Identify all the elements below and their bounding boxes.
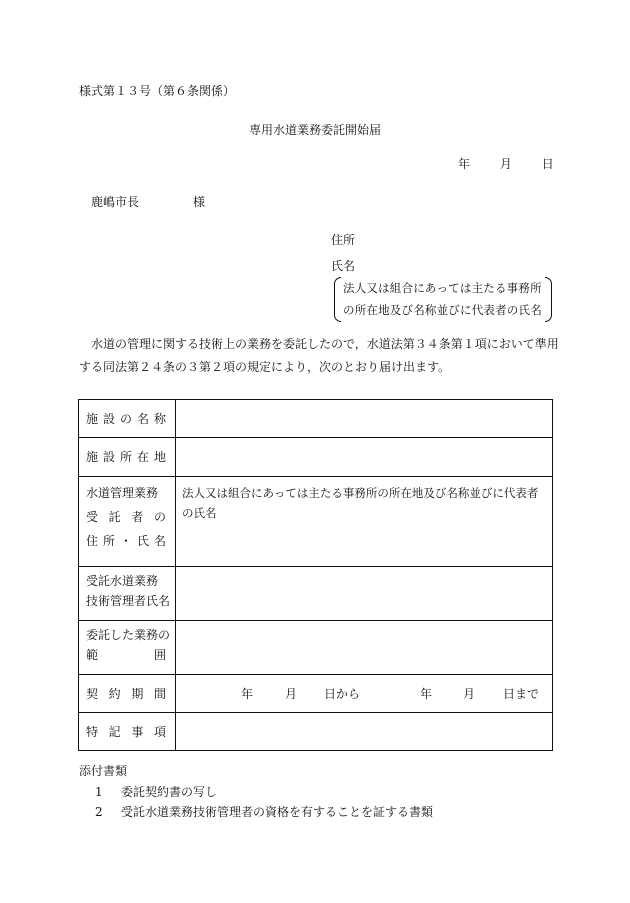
label-char: 契 [86,687,99,701]
label-technical-manager [79,567,176,621]
label-char: 名 [136,412,149,426]
value-contractor[interactable] [176,477,553,567]
value-contract-period[interactable] [176,675,553,713]
label-char: 名 [153,534,166,548]
bracket-left [334,277,341,322]
label-char: 託 [108,510,121,524]
label-char: 住 [86,534,99,548]
body-line2: する同法第２４条の３第２項の規定により，次のとおり届け出ます。 [79,360,451,374]
label-line: 技術管理者氏名 [86,594,171,608]
row-facility-location [79,438,553,477]
body-text [79,333,559,379]
label-contractor [79,477,176,567]
value-technical-manager[interactable] [176,567,553,621]
period-from-year: 年 [241,687,254,701]
attachment-text: 委託契約書の写し [121,785,218,799]
label-char: 受 [86,510,99,524]
label-char: 施 [86,450,99,464]
value-remarks[interactable] [176,713,553,751]
period-from-day: 日から [324,687,361,701]
label-char: 地 [153,450,166,464]
label-scope [79,621,176,675]
document-title: 専用水道業務委託開始届 [248,123,381,137]
label-contract-period [79,675,176,713]
bracket-note-line1: 法人又は組合にあっては主たる事務所 [343,281,542,295]
addressee-honorific: 様 [193,195,206,209]
label-char: 設 [102,412,115,426]
attachments-heading: 添付書類 [79,764,128,778]
attachment-item [95,783,217,800]
body-line1: 水道の管理に関する技術上の業務を委託したので，水道法第３４条第１項において準用 [91,337,559,351]
bracket-note-line2: の所在地及び名称並びに代表者の氏名 [343,303,542,317]
value-scope[interactable] [176,621,553,675]
applicant-note-bracket [334,277,552,322]
row-contract-period [79,675,553,713]
period-from-month: 月 [285,687,298,701]
label-char: 設 [102,450,115,464]
label-char: 囲 [153,648,166,662]
attachment-number: 2 [95,805,103,819]
attachment-text: 受託水道業務技術管理者の資格を有することを証する書類 [121,805,434,819]
name-label: 氏名 [331,259,356,273]
label-line: 水道管理業務 [86,486,159,500]
label-char: 在 [136,450,149,464]
period-to-year: 年 [420,687,433,701]
date-line [458,155,554,172]
label-char: 事 [131,725,144,739]
attachment-number: 1 [95,785,103,799]
label-line: 受託水道業務 [86,574,159,588]
label-char: の [153,510,166,524]
row-facility-name [79,400,553,438]
addressee-name: 鹿嶋市長 [91,195,140,209]
date-year: 年 [458,157,471,171]
addressee [91,193,205,210]
bracket-right [545,277,552,322]
label-facility-location [79,438,176,477]
label-facility-name [79,400,176,438]
form-number: 様式第１３号（第６条関係） [79,84,236,98]
label-char: 者 [131,510,144,524]
label-char: 称 [153,412,166,426]
row-technical-manager [79,567,553,621]
label-char: 所 [102,534,115,548]
label-char: 範 [86,648,99,662]
period-to-day: 日まで [503,687,540,701]
date-day: 日 [541,157,554,171]
label-char: ・ [119,534,132,548]
address-label: 住所 [331,233,356,247]
period-to-month: 月 [463,687,476,701]
label-char: の [119,412,132,426]
label-char: 約 [108,687,121,701]
label-line: 委託した業務の [86,628,171,642]
date-month: 月 [499,157,512,171]
value-facility-name[interactable] [176,400,553,438]
row-remarks [79,713,553,751]
row-contractor [79,477,553,567]
label-remarks [79,713,176,751]
label-char: 記 [108,725,121,739]
attachment-item [95,803,433,820]
row-scope [79,621,553,675]
label-char: 期 [131,687,144,701]
contractor-note-line1: 法人又は組合にあっては主たる事務所の所在地及び名称並びに代表者 [182,486,539,500]
label-char: 氏 [136,534,149,548]
label-char: 間 [153,687,166,701]
label-char: 特 [86,725,99,739]
value-facility-location[interactable] [176,438,553,477]
label-char: 項 [153,725,166,739]
info-table [78,399,553,751]
label-char: 所 [119,450,132,464]
contractor-note-line2: の氏名 [182,506,217,520]
label-char: 施 [86,412,99,426]
